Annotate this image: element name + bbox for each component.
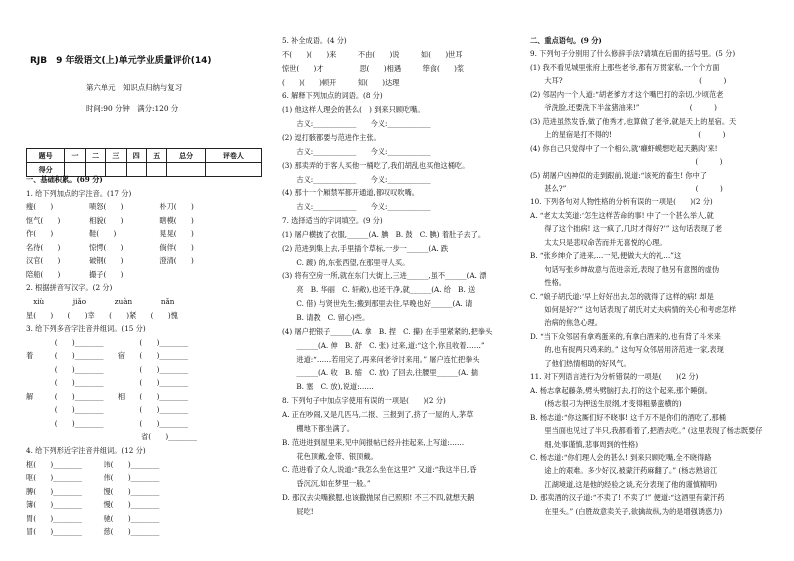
text-line: (4) 你自己只觉得中了一个相公,就‘癞虾蟆想吃起天鹅肉’来! [530,143,718,153]
text-line: 途上的艰难。多少好汉,被蒙汗药麻翻了。” (杨志熟谙江 [530,466,718,476]
text-line: 屁吃! [282,506,314,516]
text-line: 膊( )________ 馒( )________ [26,486,160,496]
middle-column [282,0,522,561]
text-line: 古义:____________ 今义:____________ [282,119,431,129]
score-header-cell: 三 [106,149,126,163]
text-line: 细,处事谨慎,悲事周到的性格) [530,439,638,449]
text-line: 亮 B. 华丽 C. 轩敞),也还干净,就______(A. 给 B. 送 [282,285,476,295]
text-line: 1. 给下列加点的字注音。(17 分) [26,188,132,198]
score-header-cell: 题号 [27,149,65,163]
text-line: 解 ( )________ 相 ( )________ [26,391,189,401]
score-header-cell: 一 [65,149,85,163]
text-line: 上的星宿是打不得的! ( ) [530,130,726,140]
text-line: 5. 补全成语。(4 分) [282,36,347,45]
text-line: C. “娘子胡氏道:‘早上好好出去,怎的就得了这样的病! 却是 [530,291,714,301]
text-line: 9. 下列句子分别用了什么修辞手法?请填在后面的括号里。(5 分) [530,49,736,59]
text-line: D. 那汉去尖嘴猴腮,也该撒抛尿自己照照! 不三不四,就想天鹅 [282,493,475,503]
text-line: A. 杨志拿起藤条,劈头劈脑打去,打的这个起来,那个睡倒。 [530,385,712,395]
text-line: ( )( )顿开 知( )达理 [282,77,400,87]
text-line: ( )________ ( )________ [26,378,189,388]
text-line: xiù jiǎo zuàn nǎn [26,296,175,306]
text-line: B. 杨志道:“你这厮们好不晓事! 这千万不是你们的酒吃了,那桶 [530,412,726,422]
score-cell [205,163,261,177]
score-header-cell: 二 [85,149,105,163]
text-line: 里当面也见过了半只,我都看着了,把酒去吃。” (这里表现了杨志既要仔 [530,426,763,436]
text-line: 怄气( ) 相貌( ) 瞎模( ) [26,215,194,225]
text-line: (4) 屠户把银子______(A. 拿 B. 捏 C. 攥) 在手里紧紧的,把拳头 [282,326,493,336]
text-line: 古义:____________ 今义:____________ [282,146,431,156]
text-line: 在里头。” (白胜故意卖关子,欲擒故纵,为的是增强诱惑力) [530,506,723,516]
text-line: 簿( )________ 慢( )________ [26,500,160,510]
score-table-header-row [27,149,262,163]
text-line: 枢( )________ 讳( )________ [26,459,160,469]
unit-title: 第六单元 知识点归纳与复习 [86,83,183,92]
text-line: D. 那卖酒的汉子道:“不卖了! 不卖了!” 便道:“这酒里有蒙汗药 [530,493,725,503]
text-line: 不( )( )来 不由( )说 如( )世耳 [282,49,463,59]
text-line: 得了这个拙病! 这一疯了,几时才得好?’” 这句话表现了老 [530,224,723,234]
text-line: D. “当下众邻居有拿鸡蛋来的,有拿白酒来的,也有背了斗米来 [530,331,721,341]
right-column [530,0,776,561]
text-line: (1) 屠户横披了衣服,______(A. 腆 B. 鼓 C. 腆) 着肚子去了。 [282,229,486,239]
text-line: 甚么?” ( ) [530,183,723,193]
text-line: 二、重点语句。(9 分) [530,36,602,45]
score-row-label: 得分 [27,163,65,177]
text-line: 江湖境道,这是他的经验之谈,充分表现了他的谨慎精明) [530,479,718,489]
text-line: 爷洗脸,还要洗下半盆猪油来!” ( ) [530,103,717,113]
text-line: C. 杨志道:“你们理人会的甚么! 到来只顾吃嘴,全不晓得路 [530,452,712,462]
text-line: ( )________ ( )________ [26,405,189,415]
text-line: B. 请教 C. 留心)些。 [282,313,370,322]
text-line: 惊世( )才 思( )相遇 筚食( )浆 [282,63,465,73]
score-cell [126,163,146,177]
text-line: 省( )________ [26,432,197,442]
text-line: A. 正在吵闹,又是几匹马,二报、三报到了,挤了一屋的人,茅草 [282,409,474,419]
score-header-cell: 总分 [167,149,205,163]
text-line: B. 范进进到屋里来,见中间报帖已经升挂起来,上写道:…… [282,437,465,447]
score-cell [106,163,126,177]
text-line: 呕( )________ 伟( )________ [26,473,160,483]
text-line: C. 借) 与贤世先生;搬到那里去住,早晚也好______(A. 请 [282,299,473,309]
text-line: (2) 逗打骸都要与范进作主张。 [282,132,381,142]
text-line: B. “张乡绅介了进来,…一见,便做大大的礼…”这 [530,251,682,261]
text-line: 作( ) 鞋( ) 晃晃( ) [26,229,194,239]
text-line: 古义:____________ 今义:____________ [282,202,431,212]
text-line: 冒( )________ 慈( )________ [26,527,160,537]
text-line: (5) 胡屠户凶神似的走到跟前,说道:“该死的畜生! 你中了 [530,170,707,180]
text-line: 瘦( ) 啧怒( ) 朴刀( ) [26,202,194,212]
text-line: ( )________ ( )________ [26,418,189,428]
text-line: (2) 邻居内一个人道:“胡老爹方才这个嘴巴打的亲切,少顷范老 [530,89,724,99]
text-line: 进道:“……若用完了,再来问老爷讨来用。” 屠户连忙把拳头 [282,354,480,364]
text-line: 名待( ) 惊愕( ) 倘佯( ) [26,242,194,252]
text-line: ______(A. 伸 B. 舒 C. 张) 过来,道:“这个,你且收着……” [282,340,485,350]
text-line: 汉官( ) 破钢( ) 澄清( ) [26,256,194,266]
score-cell [147,163,167,177]
text-line: 着 ( )________ 宿 ( )________ [26,351,189,361]
text-line: 棚地下都坐满了。 [282,423,354,433]
text-line: 治病的焦急心理。 [530,318,602,328]
score-header-cell: 评卷人 [205,149,261,163]
text-line: 古义:____________ 今义:____________ [282,174,431,184]
text-line: 大耳? ( ) [530,76,727,86]
text-line: 4. 给下列形近字注音并组词。(12 分) [26,446,146,455]
text-line: 的,也有捉两只鸡来的。” 这句写众邻居用济范进一家,表现 [530,345,724,355]
text-line: 11. 对下列语言进行为分析错误的一项是( )(2 分) [530,372,699,382]
text-line: 星( ) ( )幸 ( )紧 ( )愧 [26,310,178,320]
score-cell [167,163,205,177]
text-line: (杨志很刁为押送生辰纲,才变得粗暴蛮横的) [530,399,682,409]
text-line: (3) 将有空房一所,就在东门大街上,三进______,虽不______(A. 漂 [282,271,487,281]
text-line: (1) 他这样人理会的甚么( ) 到来只顾吃嘴。 [282,105,425,115]
text-line: ( )________ ( )________ [26,337,189,347]
text-line: C. 踱) 的,东张西望,在那里寻人买。 [282,257,410,267]
text-line: 7. 选择适当的字词填空。(9 分) [282,216,383,226]
text-line: (3) 范进虽然发昏,做了他秀才,也算做了老爷,就是天上的星宿。天 [530,116,737,126]
text-line: B. 塞 C. 放),说道:…… [282,382,374,392]
text-line: 一、基础积累。(69 分) [26,175,103,184]
text-line: 性格。 [530,278,566,288]
score-table [26,148,262,177]
text-line: 昏沉沉,如在梦里一般。” [282,479,371,489]
text-line: ( ) [530,157,723,167]
score-header-cell: 五 [147,149,167,163]
paper-header: RJB 9 年级语文(上)单元学业质量评价(14) [30,56,212,66]
text-line: (4) 那十一个厢禁军都开通道,都叹叹吹嘴。 [282,188,419,198]
text-line: 6. 解释下列加点的词语。(8 分) [282,91,383,101]
text-line: 陪船( ) 撮子( ) [26,269,124,279]
text-line: 如何是好?’” 这句话表现了胡氏对丈夫病情的关心和考虑怎样 [530,305,737,314]
text-line: 8. 下列句子中加点字使用有误的一项是( )(2 分) [282,396,446,406]
text-line: ( )________ ( )________ [26,364,189,374]
text-line: 句话写张乡绅故意与范进亲近,表现了他另有意图的虚伪 [530,264,720,274]
left-column [26,0,262,561]
text-line: (1) 我不看见城里张府上那些老爷,都有万贯家私,一个个方面 [530,62,720,72]
text-line: 3. 给下列多音字注音并组词。(15 分) [26,324,146,334]
text-line: A. “老太太笑道:‘怎生这样苦命的事! 中了一个甚么举人,就 [530,210,714,220]
text-line: C. 范进看了众人,说道:“我怎么坐在这里?” 又道:“我这半日,昏 [282,465,477,475]
text-line: (3) 那卖弄的于客人买他一桶吃了,我们胡乱也买他这桶吃。 [282,160,470,170]
text-line: 花色顶戴,金带、银顶戴。 [282,451,378,461]
text-line: 10. 下列各句对人物性格的分析有误的一项是( )(2 分) [530,197,713,207]
text-line: (2) 范进到集上去,手里插个草标,一步一______(A. 跌 [282,243,449,253]
text-line: 胃( )________ 驰( )________ [26,513,160,523]
score-header-cell: 四 [126,149,146,163]
text-line: 了他们热情相助的好风气。 [530,358,631,368]
time-score-info: 时间:90 分钟 满分:120 分 [86,104,179,113]
text-line: ______(A. 收 B. 缩 C. 放) 了回去,往腰里______(A. 揣 [282,368,478,378]
text-line: 2. 根据拼音写汉字。(2 分) [26,283,113,293]
text-line: 太太只是悲叹命苦而并无喜悦的心理。 [530,237,667,247]
